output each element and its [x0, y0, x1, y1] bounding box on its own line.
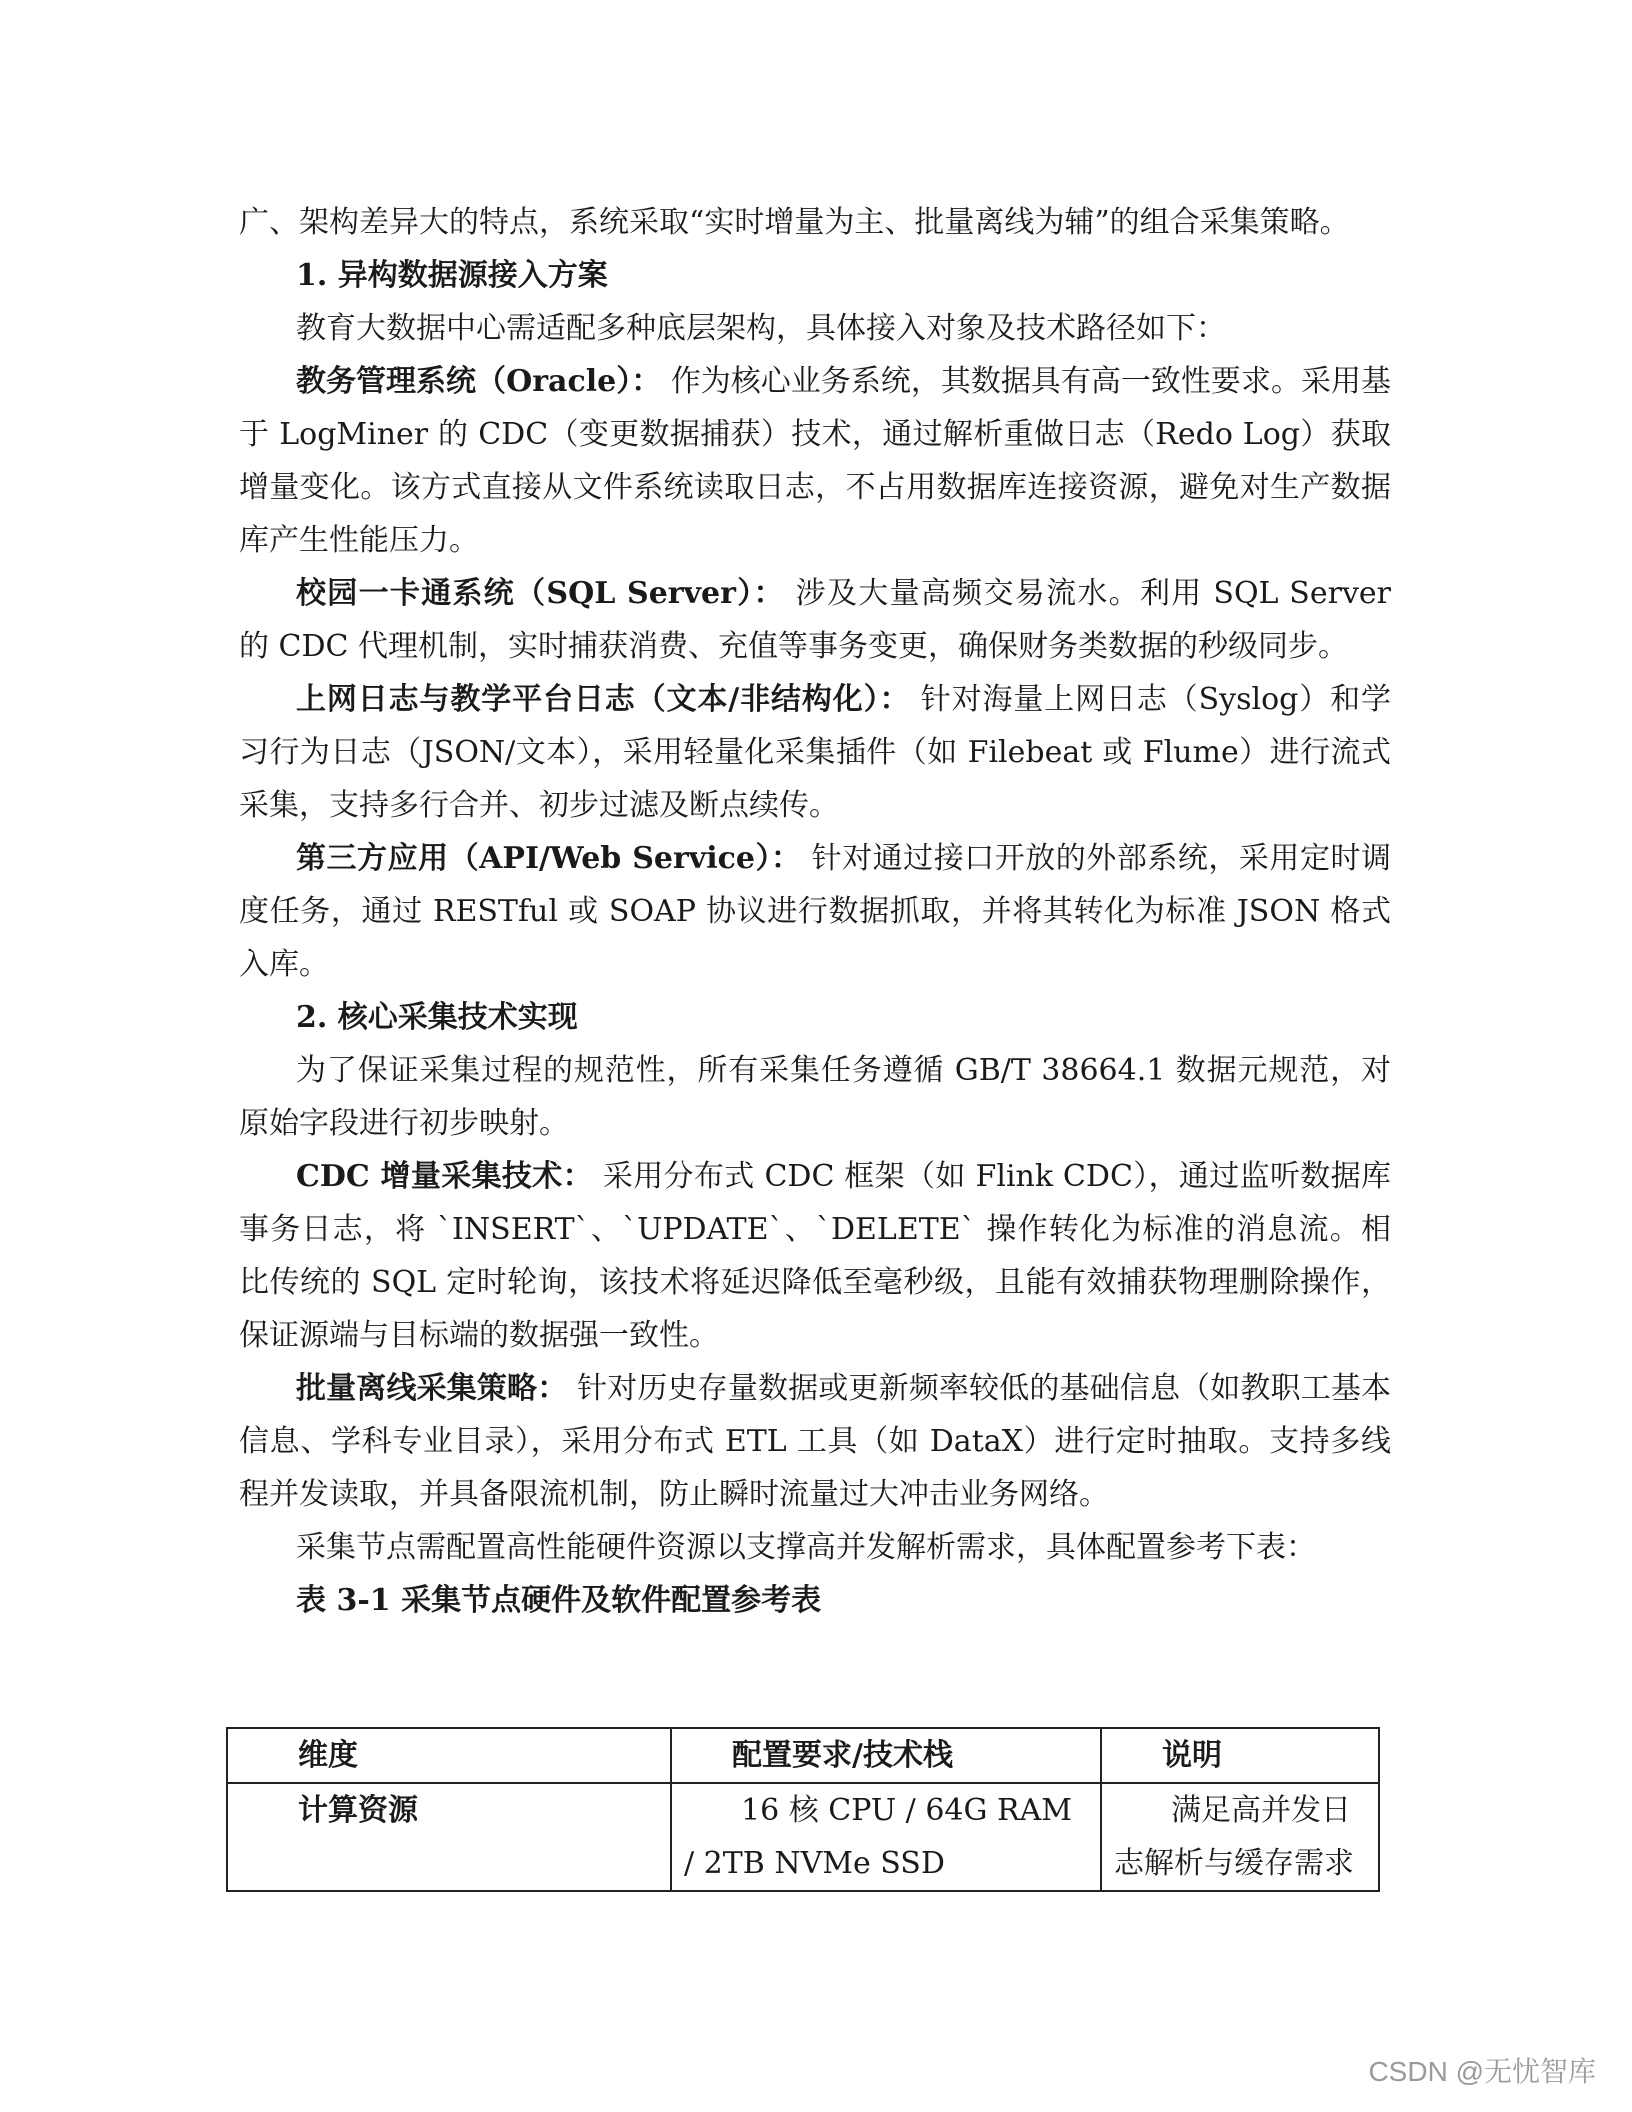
paragraph-lead: 批量离线采集策略：	[296, 1371, 568, 1406]
paragraph: 采集节点需配置高性能硬件资源以支撑高并发解析需求，具体配置参考下表：	[296, 1530, 1316, 1565]
paragraph-logs	[239, 673, 1391, 832]
paragraph-oracle	[239, 355, 1391, 567]
column-header: 配置要求/技术栈	[671, 1728, 1101, 1783]
config-table	[226, 1727, 1380, 1892]
table-caption: 表 3-1 采集节点硬件及软件配置参考表	[296, 1583, 822, 1618]
paragraph: 教育大数据中心需适配多种底层架构，具体接入对象及技术路径如下：	[296, 311, 1226, 346]
watermark: CSDN @无忧智库	[1368, 2056, 1596, 2087]
document-body	[239, 196, 1391, 1627]
paragraph-api	[239, 832, 1391, 991]
paragraph-body: 针对海量上网日志（Syslog）和学习行为日志（JSON/文本），采用轻量化采集插件（如 Filebeat 或 Flume）进行流式采集，支持多行合并、初步过滤及断点续传。	[239, 682, 1391, 823]
paragraph-body: 针对通过接口开放的外部系统，采用定时调度任务，通过 RESTful 或 SOAP 协议进行数据抓取，并将其转化为标准 JSON 格式入库。	[239, 841, 1391, 982]
paragraph-body: 作为核心业务系统，其数据具有高一致性要求。采用基于 LogMiner 的 CDC（变更数据捕获）技术，通过解析重做日志（Redo Log）获取增量变化。该方式直接从文件系统读取日志，不占用数据库连接资源，避免对生产数据库产生性能压力。	[239, 364, 1391, 558]
column-header: 维度	[227, 1728, 671, 1783]
paragraph: 为了保证采集过程的规范性，所有采集任务遵循 GB/T 38664.1 数据元规范，对原始字段进行初步映射。	[239, 1053, 1391, 1141]
table-cell: 计算资源	[227, 1783, 671, 1891]
paragraph-body: 涉及大量高频交易流水。利用 SQL Server 的 CDC 代理机制，实时捕获消费、充值等事务变更，确保财务类数据的秒级同步。	[239, 576, 1391, 664]
table-row	[227, 1783, 1379, 1891]
table-header-row	[227, 1728, 1379, 1783]
paragraph-cdc	[239, 1150, 1391, 1362]
paragraph-lead: 校园一卡通系统（SQL Server）：	[296, 576, 785, 611]
section-heading-1: 1. 异构数据源接入方案	[296, 258, 608, 293]
paragraph: 广、架构差异大的特点，系统采取“实时增量为主、批量离线为辅”的组合采集策略。	[239, 205, 1350, 240]
column-header: 说明	[1101, 1728, 1379, 1783]
paragraph-lead: 第三方应用（API/Web Service）：	[296, 841, 802, 876]
section-heading-2: 2. 核心采集技术实现	[296, 1000, 578, 1035]
paragraph-sqlserver	[239, 567, 1391, 673]
paragraph-lead: 上网日志与教学平台日志（文本/非结构化）：	[296, 682, 911, 717]
paragraph-body: 针对历史存量数据或更新频率较低的基础信息（如教职工基本信息、学科专业目录），采用分布式 ETL 工具（如 DataX）进行定时抽取。支持多线程并发读取，并具备限流机制，防止瞬时流量过大冲击业务网络。	[239, 1371, 1392, 1512]
table-cell: 满足高并发日志解析与缓存需求	[1101, 1783, 1379, 1891]
paragraph-lead: CDC 增量采集技术：	[296, 1159, 593, 1194]
paragraph-batch	[239, 1362, 1391, 1521]
paragraph-body: 采用分布式 CDC 框架（如 Flink CDC），通过监听数据库事务日志，将 `INSERT`、`UPDATE`、`DELETE` 操作转化为标准的消息流。相比传统的 SQL 定时轮询，该技术将延迟降低至毫秒级，且能有效捕获物理删除操作，保证源端与目标端的数据强一致性。	[239, 1159, 1391, 1353]
table-cell: 16 核 CPU / 64G RAM / 2TB NVMe SSD	[671, 1783, 1101, 1891]
paragraph-lead: 教务管理系统（Oracle）：	[296, 364, 662, 399]
